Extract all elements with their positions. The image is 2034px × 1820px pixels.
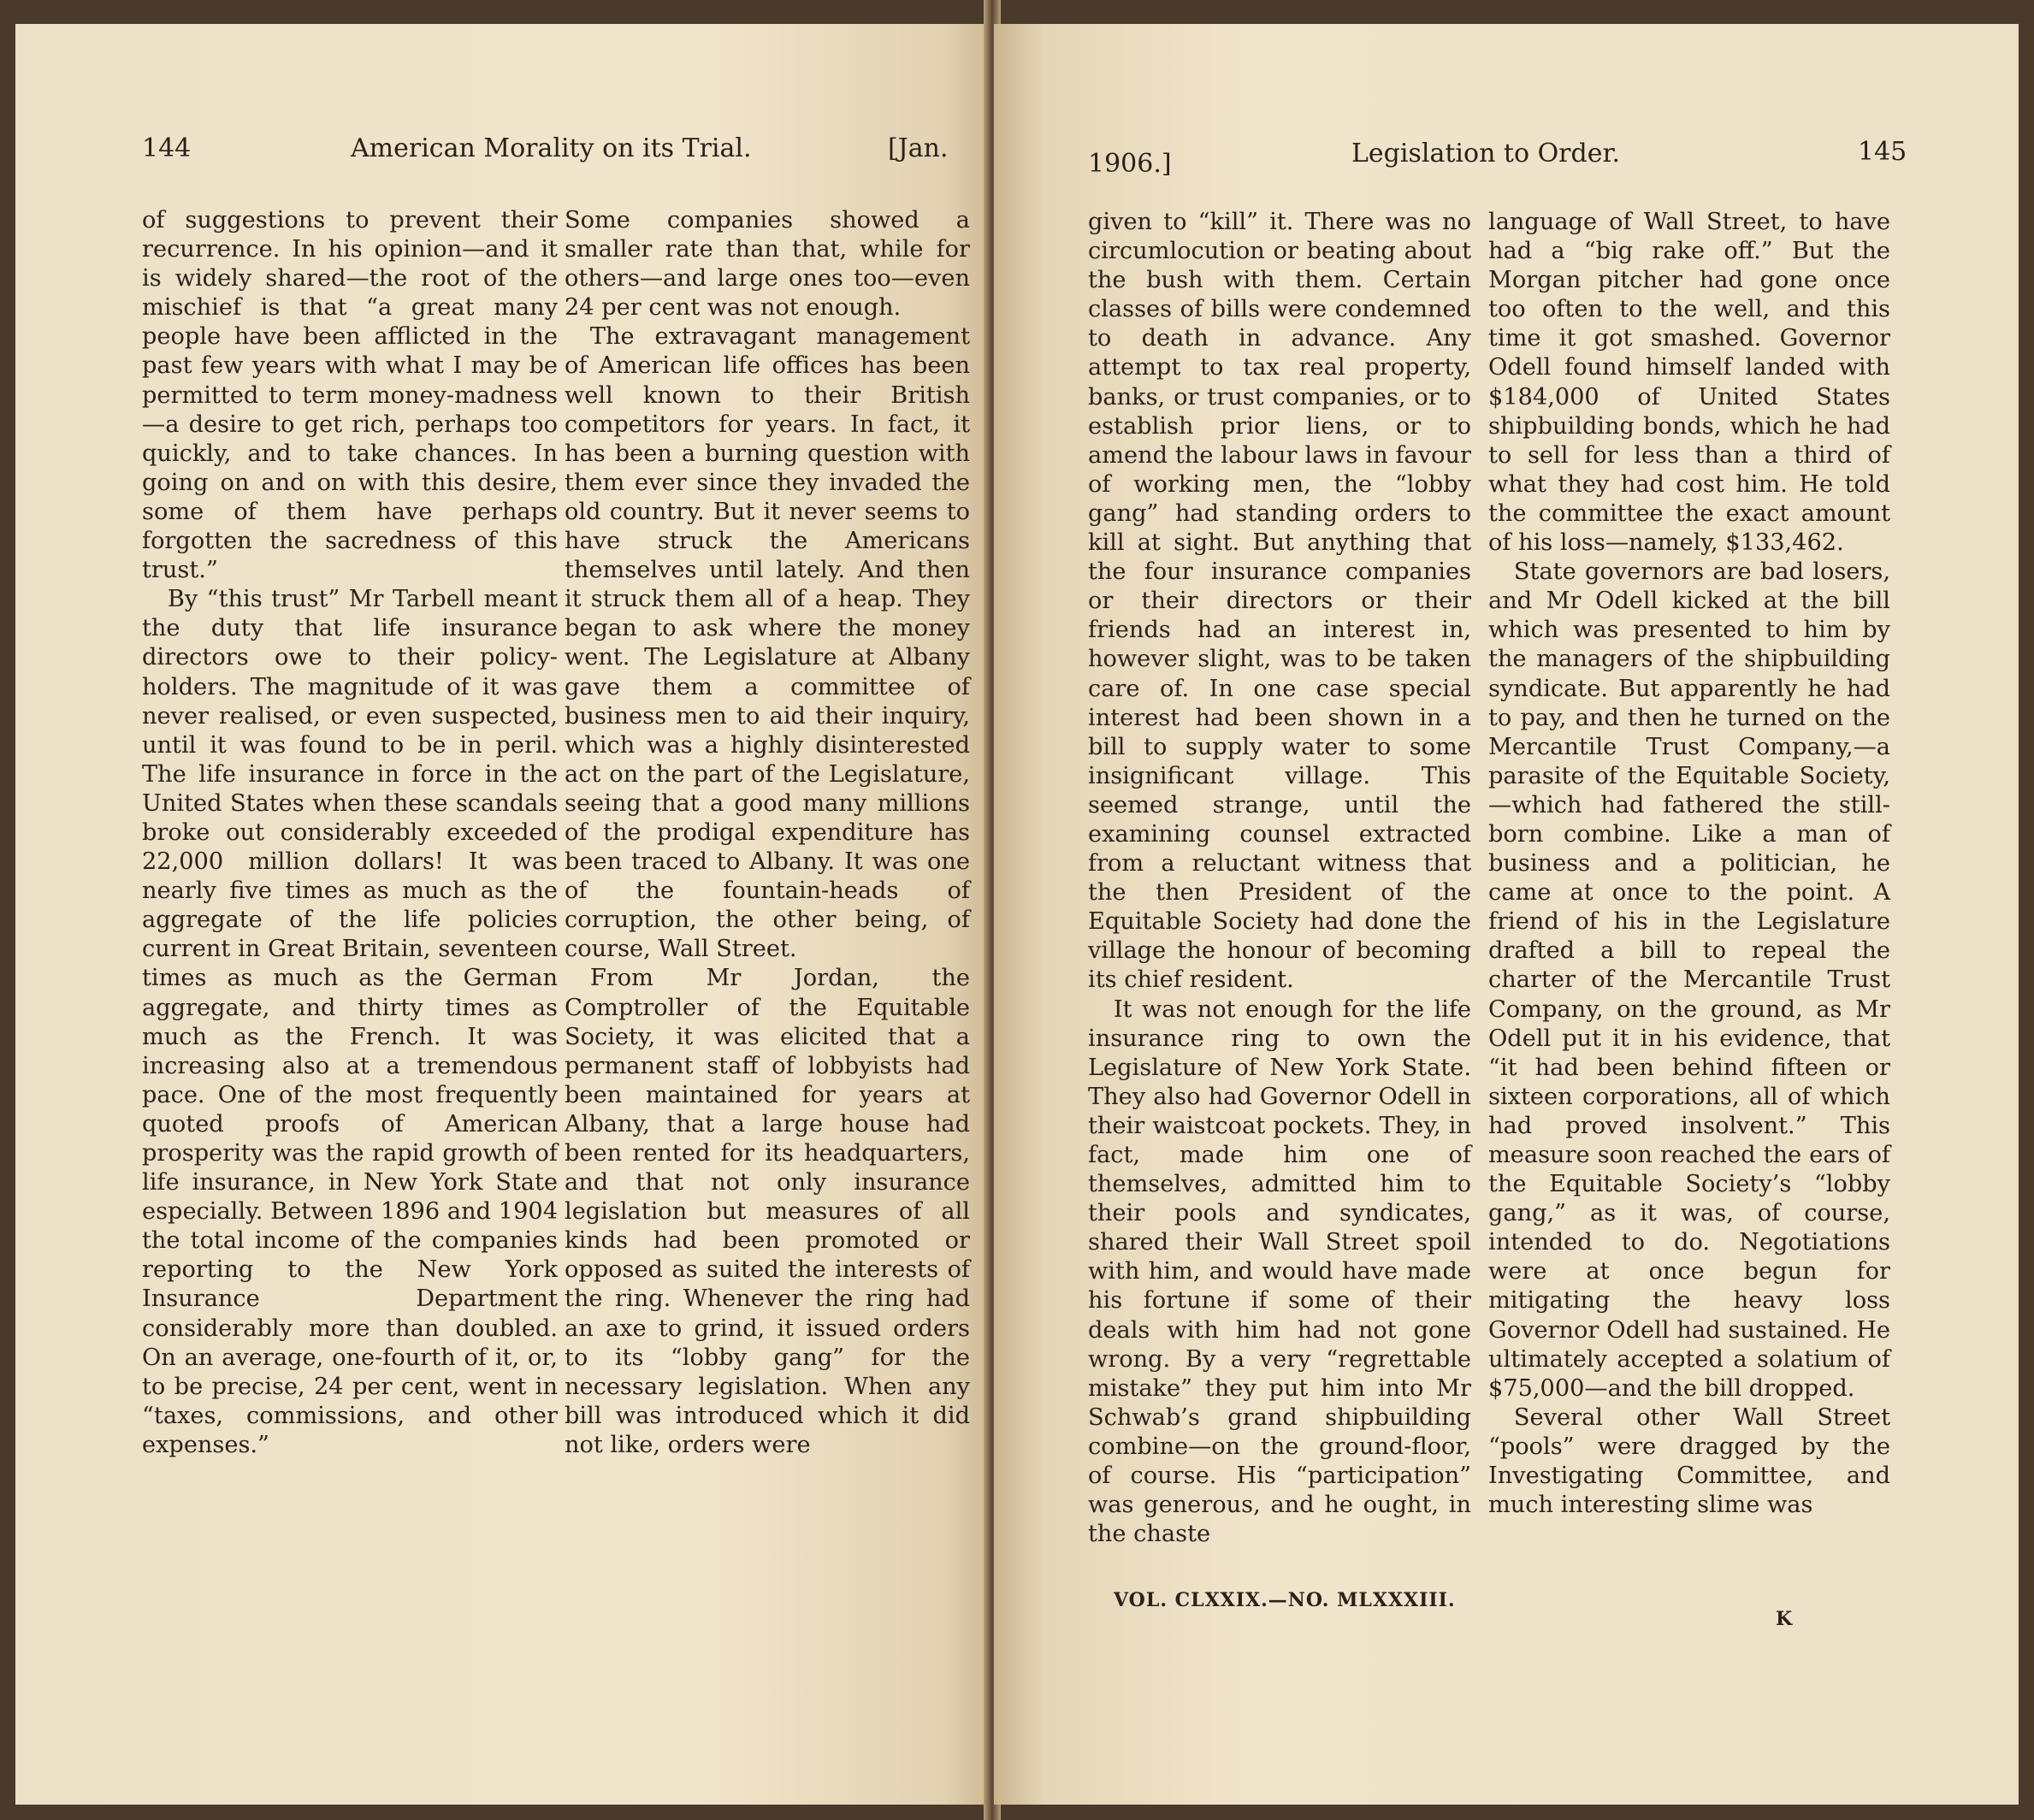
paragraph: The extravagant management of American life offices has been well known to their British competitors for years. In fact, it has been a burning question with them ever since they invaded the old country. But it never seems to have struck the Americans themselves until lately. And then it struck them all of a heap. They began to ask where the money went. The Legislature at Albany gave them a committee of business men to aid their inquiry, which was a highly disinterested act on the part of the Legislature, seeing that a good many millions of the prodigal expenditure has been traced to Albany. It was one of the fountain-heads of corruption, the other being, of course, Wall Street. <box>565 323 970 963</box>
paragraph: of suggestions to prevent their recurrence. In his opinion—and it is widely shared—the root of the mischief is that “a great many people have been afflicted in the past few years with what I may be permitted to term money-madness—a desire to get rich, perhaps too quickly, and to take chances. In going on and on with this desire, some of them have perhaps forgotten the sacredness of this trust.” <box>142 207 558 584</box>
signature-line: VOL. CLXXIX.—NO. MLXXXIII. <box>1114 1589 1456 1611</box>
paragraph: State governors are bad losers, and Mr Odell kicked at the bill which was presented to him by the managers of the shipbuilding syndicate. But apparently he had to pay, and then he turned on the Mercantile Trust Company,—a parasite of the Equitable Society,—which had fathered the still-born combine. Like a man of business and a politician, he came at once to the point. A friend of his in the Legislature drafted a bill to repeal the charter of the Mercantile Trust Company, on the ground, as Mr Odell put it in his evidence, that “it had been behind fifteen or sixteen corporations, all of which had proved insolvent.” This measure soon reached the ears of the Equitable Society’s “lobby gang,” as it was, of course, intended to do. Negotiations were at once begun for mitigating the heavy loss Governor Odell had sustained. He ultimately accepted a solatium of $75,000—and the bill dropped. <box>1488 558 1890 1402</box>
text-column-1 <box>142 206 558 1460</box>
paragraph: Some companies showed a smaller rate than that, while for others—and large ones too—even 24 per cent was not enough. <box>565 207 970 322</box>
page-number: 145 <box>1858 137 1907 167</box>
paragraph: given to “kill” it. There was no circumlocution or beating about the bush with them. Certain classes of bills were condemned to death in advance. Any attempt to tax real property, banks, or trust companies, or to establish prior liens, or to amend the labour laws in favour of working men, the “lobby gang” had standing orders to kill at sight. But anything that the four insurance companies or their directors or their friends had an interest in, however slight, was to be taken care of. In one case special interest had been shown in a bill to supply water to some insignificant village. This seemed strange, until the examining counsel extracted from a reluctant witness that the then President of the Equitable Society had done the village the honour of becoming its chief resident. <box>1088 209 1471 994</box>
signature-mark: K <box>1776 1608 1794 1630</box>
running-title: Legislation to Order. <box>1351 139 1621 168</box>
right-page <box>994 24 2019 1805</box>
paragraph: From Mr Jordan, the Comptroller of the Equitable Society, it was elicited that a permanent staff of lobbyists had been maintained for years at Albany, that a large house had been rented for its headquarters, and that not only insurance legislation but measures of all kinds had been promoted or opposed as suited the interests of the ring. Whenever the ring had an axe to grind, it issued orders to its “lobby gang” for the necessary legislation. When any bill was introduced which it did not like, orders were <box>565 965 970 1458</box>
date-mark: [Jan. <box>888 133 949 163</box>
paragraph: By “this trust” Mr Tarbell meant the duty that life insurance directors owe to their policy-holders. The magnitude of it was never realised, or even suspected, until it was found to be in peril. The life insurance in force in the United States when these scandals broke out considerably exceeded 22,000 million dollars! It was nearly five times as much as the aggregate of the life policies current in Great Britain, seventeen times as much as the German aggregate, and thirty times as much as the French. It was increasing also at a tremendous pace. One of the most frequently quoted proofs of American prosperity was the rapid growth of life insurance, in New York State especially. Between 1896 and 1904 the total income of the companies reporting to the New York Insurance Department considerably more than doubled. On an average, one-fourth of it, or, to be precise, 24 per cent, went in “taxes, commissions, and other expenses.” <box>142 586 558 1458</box>
text-column-1 <box>1088 208 1471 1549</box>
date-mark: 1906.] <box>1088 149 1172 179</box>
text-column-2 <box>565 206 970 1460</box>
paragraph: Several other Wall Street “pools” were dragged by the Investigating Committee, and much interesting slime was <box>1488 1403 1890 1519</box>
paragraph: It was not enough for the life insurance ring to own the Legislature of New York State. They also had Governor Odell in their waistcoat pockets. They, in fact, made him one of themselves, admitted him to their pools and syndicates, shared their Wall Street spoil with him, and would have made his fortune if some of their deals with him had not gone wrong. By a very “regrettable mistake” they put him into Mr Schwab’s grand shipbuilding combine—on the ground-floor, of course. His “participation” was generous, and he ought, in the chaste <box>1088 996 1471 1548</box>
left-page <box>15 24 990 1805</box>
page-number: 144 <box>142 133 192 163</box>
running-title: American Morality on its Trial. <box>351 133 752 163</box>
paragraph: language of Wall Street, to have had a “big rake off.” But the Morgan pitcher had gone once too often to the well, and this time it got smashed. Governor Odell found himself landed with $184,000 of United States shipbuilding bonds, which he had to sell for less than a third of what they had cost him. He told the committee the exact amount of his loss—namely, $133,462. <box>1488 209 1890 557</box>
text-column-2 <box>1488 208 1890 1520</box>
